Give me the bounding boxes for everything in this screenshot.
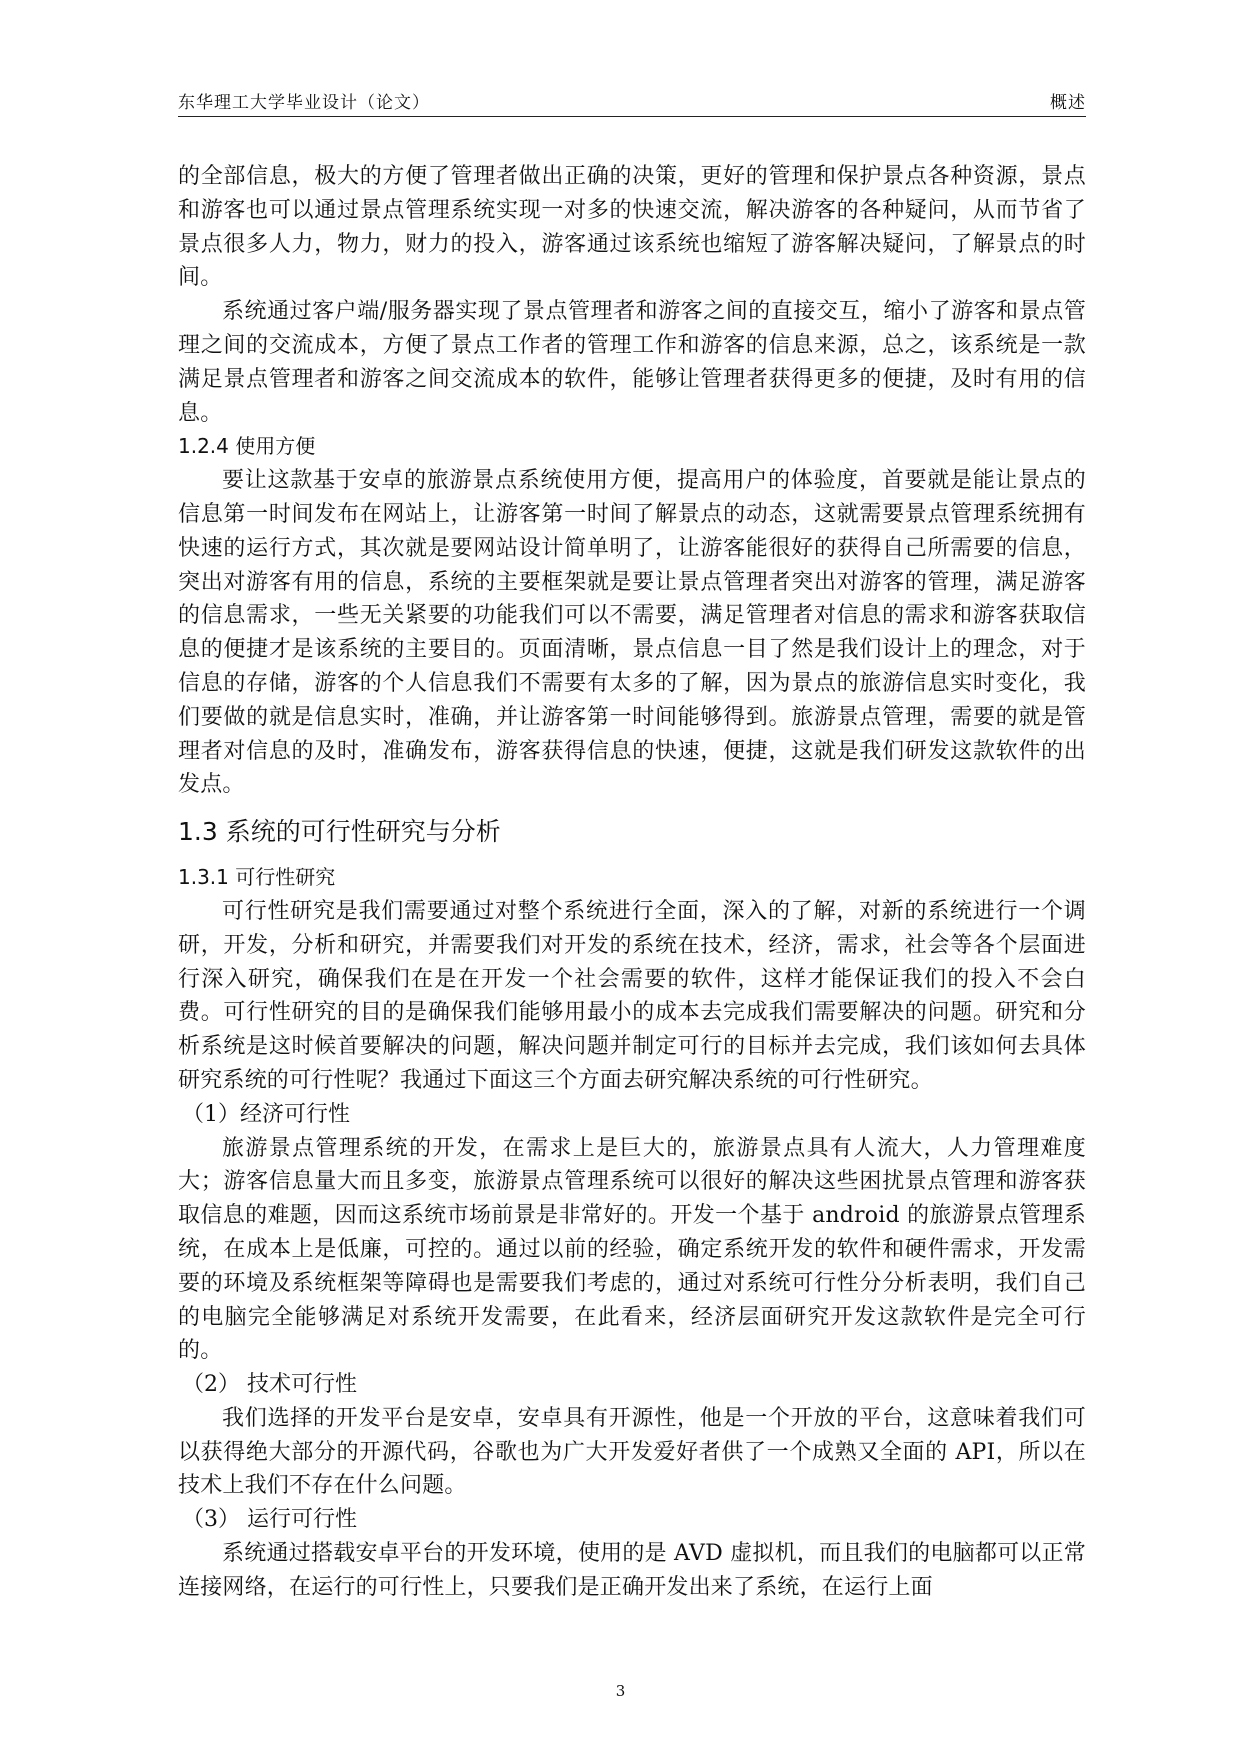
paragraph-continued: 的全部信息，极大的方便了管理者做出正确的决策，更好的管理和保护景点各种资源，景点和游客也可以通过景点管理系统实现一对多的快速交流，解决游客的各种疑问，从而节省了景点很多人力，物力，财力的投入，游客通过该系统也缩短了游客解决疑问，了解景点的时间。	[178, 164, 1086, 291]
page-header	[178, 86, 1086, 117]
paragraph-technical-feasibility: 我们选择的开发平台是安卓，安卓具有开源性，他是一个开放的平台，这意味着我们可以获得绝大部分的开源代码，谷歌也为广大开发爱好者供了一个成熟又全面的 API，所以在技术上我们不存在什么问题。	[178, 1405, 1086, 1499]
header-thesis-title: 东华理工大学毕业设计（论文）	[178, 93, 430, 113]
subheading-economic-feasibility: （1）经济可行性	[182, 1101, 350, 1127]
paragraph-economic-feasibility: 旅游景点管理系统的开发，在需求上是巨大的，旅游景点具有人流大，人力管理难度大；游客信息量大而且多变，旅游景点管理系统可以很好的解决这些困扰景点管理和游客获取信息的难题，因而这系统市场前景是非常好的。开发一个基于 android 的旅游景点管理系统，在成本上是低廉，可控的。通过以前的经验，确定系统开发的软件和硬件需求，开发需要的环境及系统框架等障碍也是需要我们考虑的，通过对系统可行性分分析表明，我们自己的电脑完全能够满足对系统开发需要，在此看来，经济层面研究开发这款软件是完全可行的。	[178, 1135, 1086, 1364]
header-chapter-title: 概述	[1050, 93, 1086, 113]
section-heading-1-3: 1.3 系统的可行性研究与分析	[178, 817, 501, 847]
subheading-operational-feasibility: （3） 运行可行性	[182, 1507, 357, 1533]
page-body	[178, 160, 1086, 1605]
paragraph-operational-feasibility: 系统通过搭载安卓平台的开发环境，使用的是 AVD 虚拟机，而且我们的电脑都可以正常连接网络，在运行的可行性上，只要我们是正确开发出来了系统，在运行上面	[178, 1541, 1086, 1600]
subheading-technical-feasibility: （2） 技术可行性	[182, 1372, 357, 1398]
page-number: 3	[615, 1682, 626, 1700]
paragraph-system-interaction: 系统通过客户端/服务器实现了景点管理者和游客之间的直接交互，缩小了游客和景点管理之间的交流成本，方便了景点工作者的管理工作和游客的信息来源，总之，该系统是一款满足景点管理者和游客之间交流成本的软件，能够让管理者获得更多的便捷，及时有用的信息。	[178, 299, 1086, 426]
section-heading-1-2-4: 1.2.4 使用方便	[178, 434, 316, 459]
paragraph-feasibility-study: 可行性研究是我们需要通过对整个系统进行全面，深入的了解，对新的系统进行一个调研，开发，分析和研究，并需要我们对开发的系统在技术，经济，需求，社会等各个层面进行深入研究，确保我们在是在开发一个社会需要的软件，这样才能保证我们的投入不会白费。可行性研究的目的是确保我们能够用最小的成本去完成我们需要解决的问题。研究和分析系统是这时候首要解决的问题，解决问题并制定可行的目标并去完成，我们该如何去具体研究系统的可行性呢？我通过下面这三个方面去研究解决系统的可行性研究。	[178, 898, 1086, 1093]
section-heading-1-3-1: 1.3.1 可行性研究	[178, 865, 336, 890]
paragraph-ease-of-use: 要让这款基于安卓的旅游景点系统使用方便，提高用户的体验度，首要就是能让景点的信息第一时间发布在网站上，让游客第一时间了解景点的动态，这就需要景点管理系统拥有快速的运行方式，其次就是要网站设计简单明了，让游客能很好的获得自己所需要的信息，突出对游客有用的信息，系统的主要框架就是要让景点管理者突出对游客的管理，满足游客的信息需求，一些无关紧要的功能我们可以不需要，满足管理者对信息的需求和游客获取信息的便捷才是该系统的主要目的。页面清晰，景点信息一目了然是我们设计上的理念，对于信息的存储，游客的个人信息我们不需要有太多的了解，因为景点的旅游信息实时变化，我们要做的就是信息实时，准确，并让游客第一时间能够得到。旅游景点管理，需要的就是管理者对信息的及时，准确发布，游客获得信息的快速，便捷，这就是我们研发这款软件的出发点。	[178, 468, 1086, 798]
